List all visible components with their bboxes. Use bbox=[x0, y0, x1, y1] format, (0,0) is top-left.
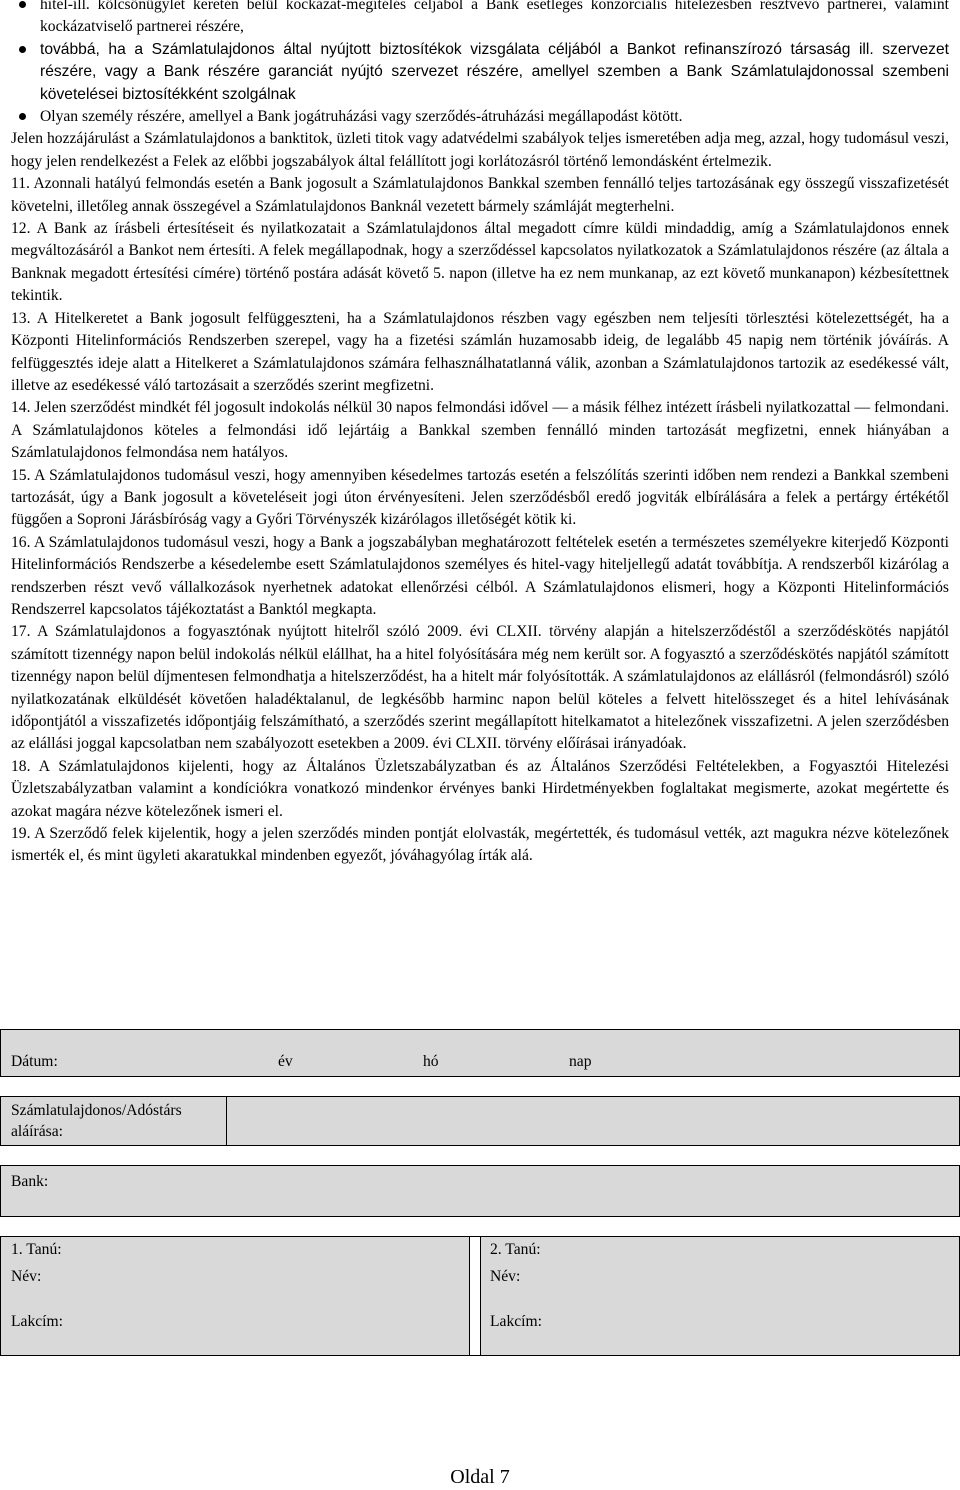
bank-label: Bank: bbox=[11, 1173, 49, 1190]
column-divider bbox=[226, 1097, 227, 1145]
clause-14: 14. Jelen szerződést mindkét fél jogosult indokolás nélkül 30 napos felmondási idővel — a másik félhez intézett írásbeli nyilatkozattal — felmondani. A Számlatulajdonos köteles a felmondási idő lejártáig a Bankkal szemben fennálló minden tartozását megfizetni, ennek hiányában a Számlatulajdonos felmondása nem hatályos. bbox=[11, 399, 949, 462]
clause-12: 12. A Bank az írásbeli értesítéseit és nyilatkozatait a Számlatulajdonos által megadott címre küldi mindaddig, amíg a Számlatulajdonos ennek megváltozásáról a Bankot nem értesíti. A felek megállapodnak, hogy a szerződéssel kapcsolatos nyilatkozatok a Számlatulajdonos részére (az általa a Banknak megadott értesítési címére) történő postára adását követő 5. napon (illetve ha ez nem munkanap, az ezt követő munkanapon) kézbesítettnek tekintik. bbox=[11, 220, 949, 305]
witness-1-address-label: Lakcím: bbox=[11, 1313, 63, 1330]
clause-11: 11. Azonnali hatályú felmondás esetén a Bank jogosult a Számlatulajdonos Bankkal szemben fennálló teljes tartozásának egy összegű visszafizetését követelni, illetőleg annak összegével a Számlatulajdonos Banknál vezetett bármely számláját megterhelni. bbox=[11, 175, 949, 215]
witness-2-address-label: Lakcím: bbox=[490, 1313, 542, 1330]
date-row bbox=[0, 1029, 960, 1077]
date-label: Dátum: bbox=[11, 1053, 58, 1070]
clause-15: 15. A Számlatulajdonos tudomásul veszi, hogy amennyiben késedelmes tartozás esetén a felszólítás szerinti időben nem rendezi a Bankkal szembeni tartozását, úgy a Bank jogosult a követeléseit jogi úton érvényesíteni. Jelen szerződésből eredő jogviták elbírálására a felek a pertárgy értékétől függően a Soproni Járásbíróság vagy a Győri Törvényszék kizárólagos illetőségét kötik ki. bbox=[11, 466, 949, 529]
list-item: továbbá, ha a Számlatulajdonos által nyújtott biztosítékok vizsgálata céljából a Bankot refinanszírozó társaság ill. szervezet részére, vagy a Bank részére garanciát nyújtó szervezet részére, amellyel szemben a Bank Számlatulajdonossal szembeni követelései biztosítékként szolgálnak bbox=[11, 39, 949, 106]
witness-1-name-label: Név: bbox=[11, 1268, 42, 1285]
consent-paragraph: Jelen hozzájárulást a Számlatulajdonos a banktitok, üzleti titok vagy adatvédelmi szabályok teljes ismeretében adja meg, azzal, hogy tudomásul veszi, hogy jelen rendelkezést a Felek az előbbi jogszabályok által felállított jogi korlátozásról történő lemondásként értelmezik. bbox=[11, 130, 949, 170]
witness-1-label: 1. Tanú: bbox=[11, 1241, 62, 1258]
witness-2-name-label: Név: bbox=[490, 1268, 521, 1285]
list-item: Olyan személy részére, amellyel a Bank jogátruházási vagy szerződés-átruházási megállapodást kötött. bbox=[11, 106, 949, 128]
bank-row bbox=[0, 1165, 960, 1217]
signatory-label: Számlatulajdonos/Adóstárs aláírása: bbox=[11, 1102, 182, 1140]
day-label: nap bbox=[569, 1053, 592, 1070]
witness-2-label: 2. Tanú: bbox=[490, 1241, 541, 1258]
clause-17: 17. A Számlatulajdonos a fogyasztónak nyújtott hitelről szóló 2009. évi CLXII. törvény alapján a hitelszerződéstől a szerződéskötés napjától számított tizennégy napon belül indokolás nélkül elállhat, ha a hitel folyósítására még nem került sor. A fogyasztó a szerződéskötés napjától számított tizennégy napon belül díjmentesen felmondhatja a hitelszerződést, ha a hitelt már folyósították. A számlatulajdonos az elállásról (felmondásról) szóló nyilatkozatának elküldését követően haladéktalanul, de legkésőbb harminc napon belül köteles a felvett hitelösszeget és a hitel lehívásának időpontjától a visszafizetés időpontjáig felszámítható, a szerződés szerint megállapított hitelkamatot a hitelezőnek visszafizetni. A jelen szerződésben az elállási joggal kapcsolatban nem szabályozott esetekben a 2009. évi CLXII. törvény előírásai irányadóak. bbox=[11, 623, 949, 753]
witness-1-box bbox=[1, 1237, 469, 1355]
witness-row bbox=[0, 1236, 960, 1356]
clause-19: 19. A Szerződő felek kijelentik, hogy a jelen szerződés minden pontját elolvasták, megértették, és tudomásul vették, azt magukra nézve kötelezőnek ismerték el, és mint ügyleti akaratukkal mindenben egyezőt, jóváhagyólag írták alá. bbox=[11, 825, 949, 865]
month-label: hó bbox=[423, 1053, 439, 1070]
clause-16: 16. A Számlatulajdonos tudomásul veszi, hogy a Bank a jogszabályban meghatározott feltételek esetén a természetes személyekre kiterjedő Központi Hitelinformációs Rendszerbe a késedelembe esett Számlatulajdonos személyes és hitel-vagy hiteljellegű adatát továbbítja. A rendszerből kizárólag a rendszerben részt vevő vállalkozások nyerhetnek adatokat ellenőrzési célból. A Számlatulajdonos elismeri, hogy a Központi Hitelinformációs Rendszerrel kapcsolatos tájékoztatást a Banktól megkapta. bbox=[11, 533, 949, 618]
clause-18: 18. A Számlatulajdonos kijelenti, hogy az Általános Üzletszabályzatban és az Általános Szerződési Feltételekben, a Fogyasztói Hitelezési Üzletszabályzatban valamint a kondíciókra vonatkozó mindenkor érvényes banki Hirdetményekben foglaltakat megismerte, azokat megértette és azokat magára nézve kötelezőnek ismeri el. bbox=[11, 757, 949, 820]
signatory-row bbox=[0, 1096, 960, 1146]
witness-gap bbox=[469, 1237, 481, 1355]
page-number: Oldal 7 bbox=[450, 1466, 510, 1488]
year-label: év bbox=[278, 1053, 293, 1070]
witness-2-box bbox=[481, 1237, 959, 1355]
list-item: hitel-ill. kölcsönügylet keretén belül kockázat-megítélés céljából a Bank esetleges konzorciális hitelezésben résztvevő partnerei, valamint kockázatviselő partnerei részére, bbox=[11, 0, 949, 39]
contract-text bbox=[11, 0, 949, 868]
clause-13: 13. A Hitelkeretet a Bank jogosult felfüggeszteni, ha a Számlatulajdonos részben vagy egészben nem teljesíti törlesztési kötelezettségét, ha a Központi Hitelinformációs Rendszerben szerepel, vagy ha a fizetési számlán huzamosabb ideig, de legalább 45 napig nem történik jóváírás. A felfüggesztés ideje alatt a Hitelkeret a Számlatulajdonos számára felhasználhatatlanná válik, azonban a Számlatulajdonos tartozik az esedékessé vált, illetve az esedékessé váló tartozásait a szerződés szerint megfizetni. bbox=[11, 309, 949, 394]
